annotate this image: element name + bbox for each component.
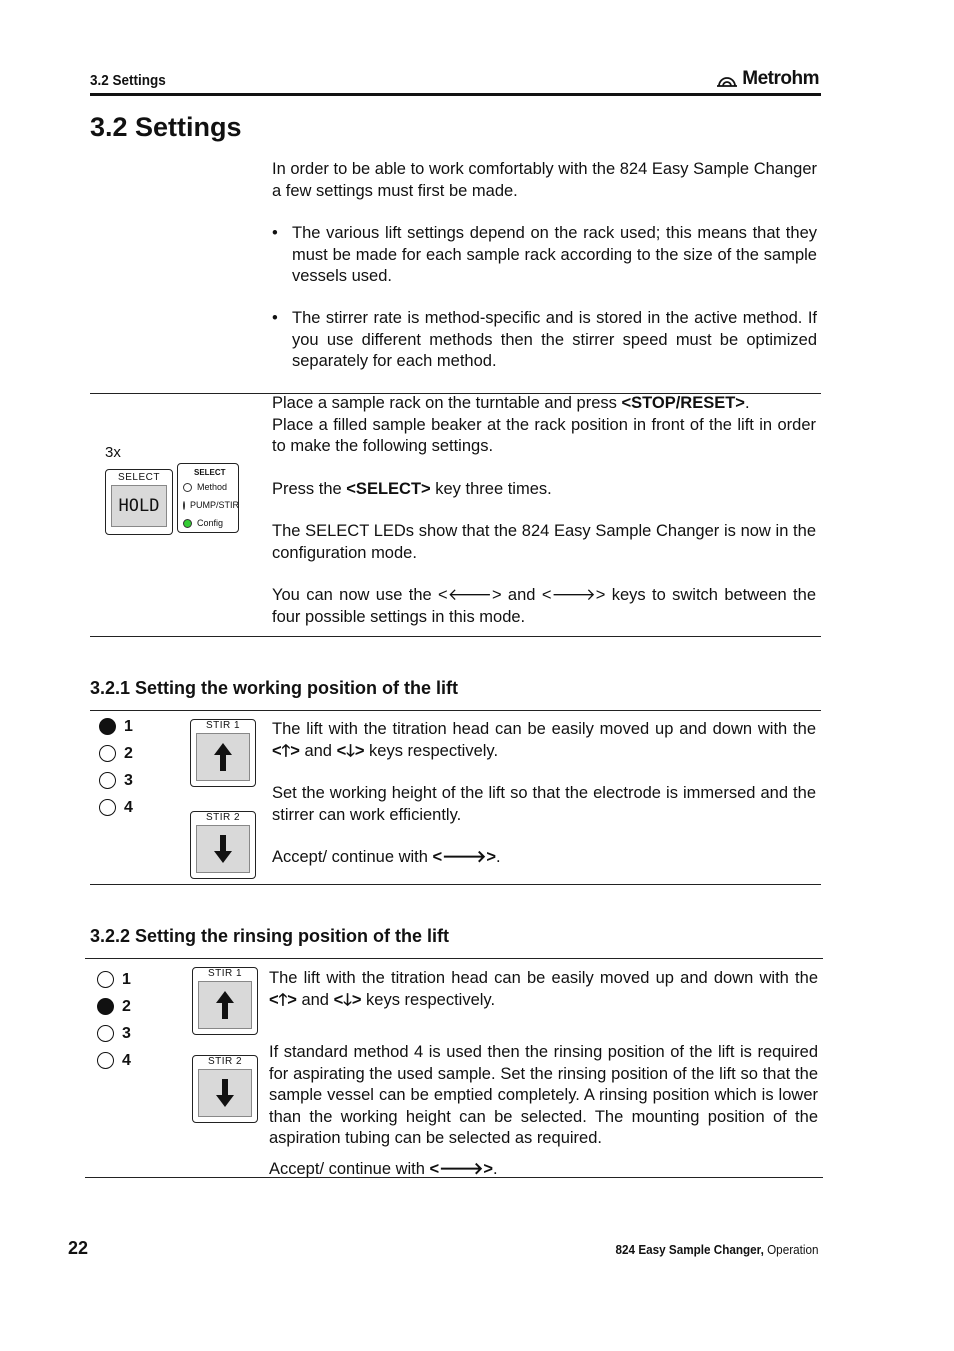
stir1-up-key[interactable] xyxy=(192,967,258,1035)
arrow-left-icon: 🡐 xyxy=(447,586,492,604)
key-label: STIR 1 xyxy=(207,968,243,979)
position-4: 4 xyxy=(99,794,133,821)
led-indicator xyxy=(183,501,185,510)
divider xyxy=(85,1177,823,1178)
led-panel-title: SELECT xyxy=(194,468,226,477)
bullet-icon: • xyxy=(272,309,278,327)
led-indicator-on xyxy=(183,519,192,528)
position-1: 1 xyxy=(99,713,133,740)
instruction-2: Place a filled sample beaker at the rack position in front of the lift in order to make the following settings. xyxy=(272,415,816,455)
divider xyxy=(85,958,823,959)
position-led-filled xyxy=(99,718,116,735)
stir2-down-key[interactable] xyxy=(190,811,256,879)
section2-p1: The lift with the titration head can be easily moved up and down with the <🡑> and <🡓> keys respectively. xyxy=(269,969,818,1009)
repeat-count: 3x xyxy=(105,444,121,461)
arrow-down-icon xyxy=(196,825,250,873)
section2-p3: Accept/ continue with <🡒>. xyxy=(269,1159,498,1178)
arrow-up-icon: 🡑 xyxy=(281,741,291,760)
led-method: Method xyxy=(183,478,238,496)
section1-p2: Set the working height of the lift so that the electrode is immersed and the stirrer can work efficiently. xyxy=(272,784,816,824)
header-rule xyxy=(90,93,821,96)
intro-bullet xyxy=(272,223,817,288)
bullet-text: The various lift settings depend on the rack used; this means that they must be made for each sample rack according to the size of the sample vessels used. xyxy=(292,224,817,285)
position-2: 2 xyxy=(97,993,131,1020)
position-1: 1 xyxy=(97,966,131,993)
divider xyxy=(90,710,821,711)
brand-logo xyxy=(716,68,819,90)
led-indicator xyxy=(183,483,192,492)
position-led xyxy=(97,1025,114,1042)
config-instructions xyxy=(272,393,816,628)
arrow-down-icon: 🡓 xyxy=(343,990,352,1009)
stir1-up-key[interactable] xyxy=(190,719,256,787)
section1-text xyxy=(272,719,816,869)
led-pump-stir: PUMP/STIR xyxy=(183,496,238,514)
position-led xyxy=(97,971,114,988)
page-number: 22 xyxy=(68,1238,89,1258)
running-header-section: 3.2 Settings xyxy=(90,72,166,89)
bullet-icon: • xyxy=(272,224,278,242)
hold-label: HOLD xyxy=(111,485,167,527)
select-key[interactable] xyxy=(105,469,173,535)
select-led-panel xyxy=(177,463,239,533)
led-config: Config xyxy=(183,514,238,532)
metrohm-logo-icon xyxy=(716,70,738,88)
divider xyxy=(90,636,821,637)
key-label: STIR 1 xyxy=(205,720,241,731)
arrow-right-icon: 🡒 xyxy=(551,586,596,604)
position-led xyxy=(99,745,116,762)
position-3: 3 xyxy=(99,767,133,794)
key-label: STIR 2 xyxy=(205,812,241,823)
position-led xyxy=(97,1052,114,1069)
arrow-right-icon: 🡒 xyxy=(442,848,487,866)
bullet-text: The stirrer rate is method-specific and is stored in the active method. If you use different methods then the stirrer speed must be optimized separately for each method. xyxy=(292,309,817,370)
arrow-up-icon: 🡑 xyxy=(278,990,288,1009)
page-title: 3.2 Settings xyxy=(90,112,242,142)
arrow-down-icon xyxy=(198,1069,252,1117)
divider xyxy=(90,884,821,885)
position-indicator-list xyxy=(97,966,131,1074)
section1-p3: Accept/ continue with <🡒>. xyxy=(272,848,501,866)
position-led-filled xyxy=(97,998,114,1015)
document-title: 824 Easy Sample Changer, Operation xyxy=(615,1242,818,1257)
position-2: 2 xyxy=(99,740,133,767)
arrow-down-icon: 🡓 xyxy=(346,741,355,760)
section1-p1: The lift with the titration head can be easily moved up and down with the <🡑> and <🡓> keys respectively. xyxy=(272,720,816,760)
arrow-up-icon xyxy=(198,981,252,1029)
intro-bullet xyxy=(272,308,817,373)
position-3: 3 xyxy=(97,1020,131,1047)
arrow-up-icon xyxy=(196,733,250,781)
stir2-down-key[interactable] xyxy=(192,1055,258,1123)
position-led xyxy=(99,772,116,789)
position-led xyxy=(99,799,116,816)
instruction-5: You can now use the <🡐> and <🡒> keys to switch between the four possible settings in this mode. xyxy=(272,586,816,626)
instruction-4: The SELECT LEDs show that the 824 Easy Sample Changer is now in the configuration mode. xyxy=(272,522,816,562)
section-heading-working-position: 3.2.1 Setting the working position of the lift xyxy=(90,678,459,698)
section2-text xyxy=(269,968,818,1180)
key-label: STIR 2 xyxy=(207,1056,243,1067)
brand-name: Metrohm xyxy=(742,68,819,89)
instruction-1: Place a sample rack on the turntable and press <STOP/RESET>. xyxy=(272,394,750,412)
position-4: 4 xyxy=(97,1047,131,1074)
select-key-label: SELECT xyxy=(118,472,160,483)
arrow-right-icon: 🡒 xyxy=(439,1159,484,1178)
section2-p2: If standard method 4 is used then the rinsing position of the lift is required for aspirating the used sample. Set the rinsing position of the lift so that the sample vessel can be emptied completely. A rinsing position which is lower than the working height can be selected. The mounting position of the aspiration tubing can be selected as required. xyxy=(269,1043,818,1147)
intro-text: In order to be able to work comfortably with the 824 Easy Sample Changer a few settings must first be made. xyxy=(272,160,817,200)
section-heading-rinsing-position: 3.2.2 Setting the rinsing position of the lift xyxy=(90,926,450,946)
position-indicator-list xyxy=(99,713,133,821)
instruction-3: Press the <SELECT> key three times. xyxy=(272,479,552,498)
